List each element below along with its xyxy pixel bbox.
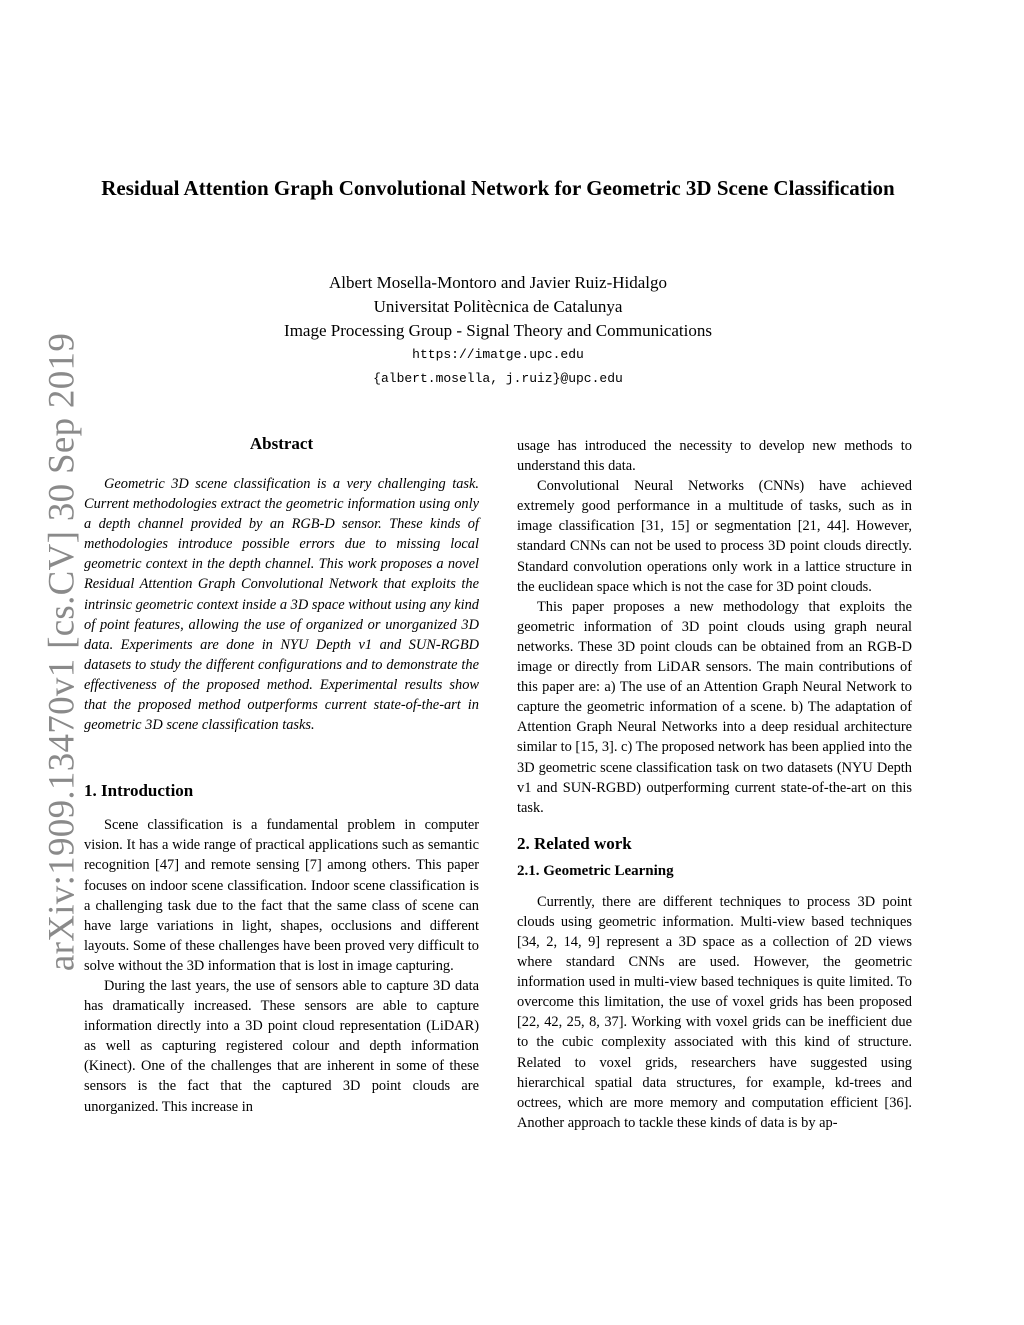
introduction-paragraph-1: Scene classification is a fundamental problem in computer vision. It has a wide range of practical applications such as semantic recognition [47] and remote sensing [7] among others. This paper focuses on indoor scene classification. Indoor scene classification is a challenging task due to the fact that the same class of scene can have large variations in light, shapes, occlusions and different layouts. Some of these challenges have been proved very difficult to solve without the 3D information that is lost in image capturing.: [84, 817, 479, 974]
introduction-heading: 1. Introduction: [84, 781, 194, 801]
author-block: [100, 271, 896, 391]
geometric-learning-subheading: 2.1. Geometric Learning: [517, 862, 674, 879]
author-group: Image Processing Group - Signal Theory and Communications: [284, 321, 712, 340]
introduction-paragraph-2: During the last years, the use of sensors able to capture 3D data has dramatically increased. These sensors are able to capture information directly into a 3D point cloud representation (LiDAR) as well as capturing registered colour and depth information (Kinect). One of the challenges that are inherent in some of these sensors is the fact that the captured 3D point clouds are unorganized. This increase in: [84, 977, 479, 1115]
paper-title: Residual Attention Graph Convolutional Network for Geometric 3D Scene Classification: [101, 176, 895, 200]
group-url[interactable]: https://imatge.upc.edu: [412, 347, 584, 362]
arxiv-identifier-stamp: arXiv:1909.13470v1 [cs.CV] 30 Sep 2019: [41, 332, 83, 972]
abstract-text: Geometric 3D scene classification is a very challenging task. Current methodologies extract the geometric information using only a depth channel provided by an RGB-D sensor. These kinds of methodologies introduce possible errors due to missing local geometric context in the depth channel. This work proposes a novel Residual Attention Graph Convolutional Network that exploits the intrinsic geometric context inside a 3D space without using any kind of point features, allowing the use of organized or unorganized 3D data. Experiments are done in NYU Depth v1 and SUN-RGBD datasets to study the different configurations and to demonstrate the effectiveness of the proposed method. Experimental results show that the proposed method outperforms current state-of-the-art in geometric 3D scene classification tasks.: [84, 476, 479, 734]
related-work-paragraph-1: Currently, there are different techniques to process 3D point clouds using geometric information. Multi-view based techniques [34, 2, 14, 9] represent a 3D space as a collection of 2D views where standard CNNs are used. However, the geometric information used in multi-view based techniques is quite limited. To overcome this limitation, the use of voxel grids has been proposed [22, 42, 25, 8, 37]. Working with voxel grids can be inefficient due to the cubic complexity associated with this kind of structure. Related to voxel grids, researchers have suggested using hierarchical spatial data structures, for example, kd-trees and octrees, which are more memory and computation efficient [36]. Another approach to tackle these kinds of data is by ap-: [517, 893, 912, 1131]
left-column: [84, 432, 479, 1117]
abstract-heading: Abstract: [249, 434, 314, 453]
author-affiliation: Universitat Politècnica de Catalunya: [373, 297, 623, 316]
author-names: Albert Mosella-Montoro and Javier Ruiz-Hidalgo: [328, 273, 668, 292]
introduction-paragraph-3: Convolutional Neural Networks (CNNs) have achieved extremely good performance in a multitude of tasks, such as in image classification [31, 15] or segmentation [21, 44]. However, standard CNNs can not be used to process 3D point clouds directly. Standard convolution operations only work in a lattice structure in the euclidean space which is not the case for 3D point clouds.: [517, 478, 912, 595]
introduction-paragraph-2-continued: usage has introduced the necessity to develop new methods to understand this data.: [517, 438, 912, 475]
introduction-paragraph-4: This paper proposes a new methodology that exploits the geometric information of 3D point clouds using graph neural networks. These 3D point clouds can be obtained from an RGB-D image or directly from LiDAR sensors. The main contributions of this paper are: a) The use of an Attention Graph Neural Network to capture the geometric information of a scene. b) The adaptation of Attention Graph Neural Networks into a deep residual architecture similar to [15, 3]. c) The proposed network has been applied into the 3D geometric scene classification task on two datasets (NYU Depth v1 and SUN-RGBD) outperforming current state-of-the-art on this task.: [517, 598, 912, 816]
related-work-heading: 2. Related work: [517, 833, 632, 853]
right-column: [517, 436, 912, 1133]
author-emails[interactable]: {albert.mosella, j.ruiz}@upc.edu: [373, 371, 623, 386]
